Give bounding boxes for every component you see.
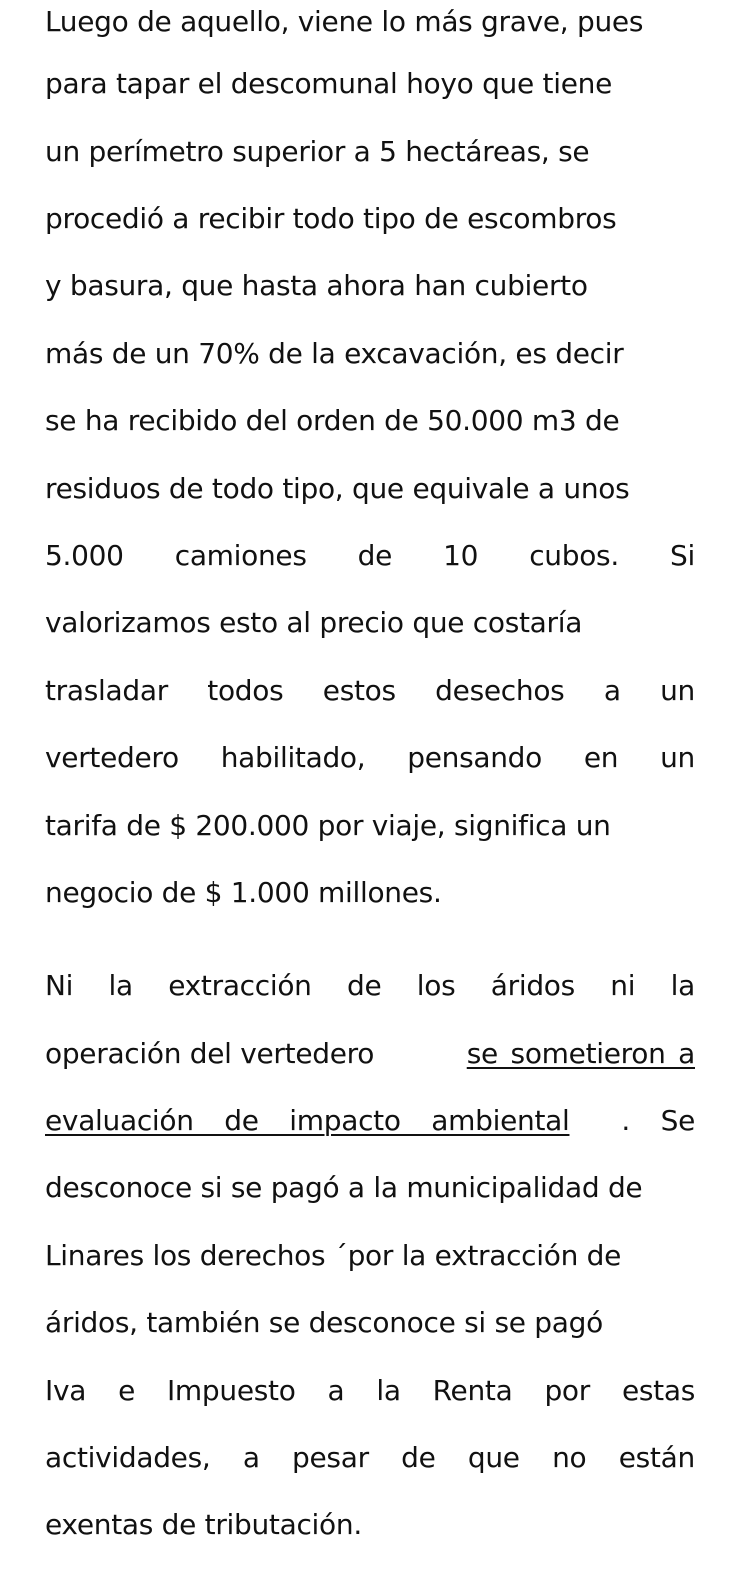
paragraph-1-line-8: residuos de todo tipo, que equivale a unos [45,472,630,505]
word: están [618,1441,695,1474]
word: todos [207,674,284,707]
word: la [670,969,695,1002]
word: de [401,1441,436,1474]
word: actividades, [45,1441,211,1474]
word: los [416,969,456,1002]
paragraph-2-line-2 [45,1034,695,1074]
word: de [357,539,393,572]
paragraph-2-line-3-text: . Se [621,1104,695,1137]
paragraph-1-line-4: procedió a recibir todo tipo de escombros [45,202,617,235]
word: 5.000 [45,539,124,572]
paragraph-2-line-3 [45,1101,695,1141]
word: vertedero [45,741,179,774]
word: camiones [174,539,307,572]
paragraph-2-line-8 [45,1438,695,1478]
paragraph-1-line-11 [45,671,695,711]
word: un [660,741,695,774]
paragraph-1-line-6: más de un 70% de la excavación, es decir [45,337,624,370]
paragraph-1-line-10: valorizamos esto al precio que costaría [45,606,583,639]
word: no [552,1441,587,1474]
word: a [242,1441,260,1474]
underlined-phrase-part-1: se sometieron a [466,1037,695,1070]
word: pesar [292,1441,369,1474]
word: ni [610,969,636,1002]
paragraph-1-line-12 [45,738,695,778]
word: habilitado, [220,741,366,774]
word: a [603,674,621,707]
word: Impuesto [166,1374,296,1407]
paragraph-1-line-7: se ha recibido del orden de 50.000 m3 de [45,404,620,437]
word: e [118,1374,135,1407]
paragraph-1-line-9 [45,536,695,576]
word: en [583,741,619,774]
word: 10 [443,539,479,572]
word: estas [621,1374,695,1407]
word: a [327,1374,345,1407]
paragraph-2-line-1 [45,966,695,1006]
paragraph-2-line-7 [45,1371,695,1411]
word: que [467,1441,520,1474]
paragraph-2-line-5: Linares los derechos ´por la extracción de [45,1239,622,1272]
word: Ni [45,969,74,1002]
word: áridos [490,969,575,1002]
paragraph-1-line-3: un perímetro superior a 5 hectáreas, se [45,135,590,168]
word: Renta [432,1374,513,1407]
paragraph-2-line-6: áridos, también se desconoce si se pagó [45,1306,603,1339]
word: cubos. [529,539,619,572]
paragraph-2-line-2-text: operación del vertedero [45,1037,383,1070]
paragraph-1-line-2: para tapar el descomunal hoyo que tiene [45,67,612,100]
word: la [108,969,133,1002]
word: extracción [168,969,312,1002]
word: trasladar [45,674,168,707]
word: pensando [407,741,542,774]
paragraph-2-line-4: desconoce si se pagó a la municipalidad de [45,1171,643,1204]
word: Si [669,539,695,572]
paragraph-1-line-1: Luego de aquello, viene lo más grave, pues [45,5,644,38]
word: de [347,969,382,1002]
word: estos [322,674,396,707]
word: desechos [435,674,565,707]
underlined-phrase-part-2: evaluación de impacto ambiental [45,1104,570,1137]
word: Iva [45,1374,87,1407]
word: la [376,1374,401,1407]
paragraph-2-line-9: exentas de tributación. [45,1508,362,1541]
word: un [660,674,695,707]
paragraph-1-line-14: negocio de $ 1.000 millones. [45,876,442,909]
paragraph-1-line-13: tarifa de $ 200.000 por viaje, significa un [45,809,611,842]
paragraph-1-line-5: y basura, que hasta ahora han cubierto [45,269,588,302]
word: por [544,1374,590,1407]
